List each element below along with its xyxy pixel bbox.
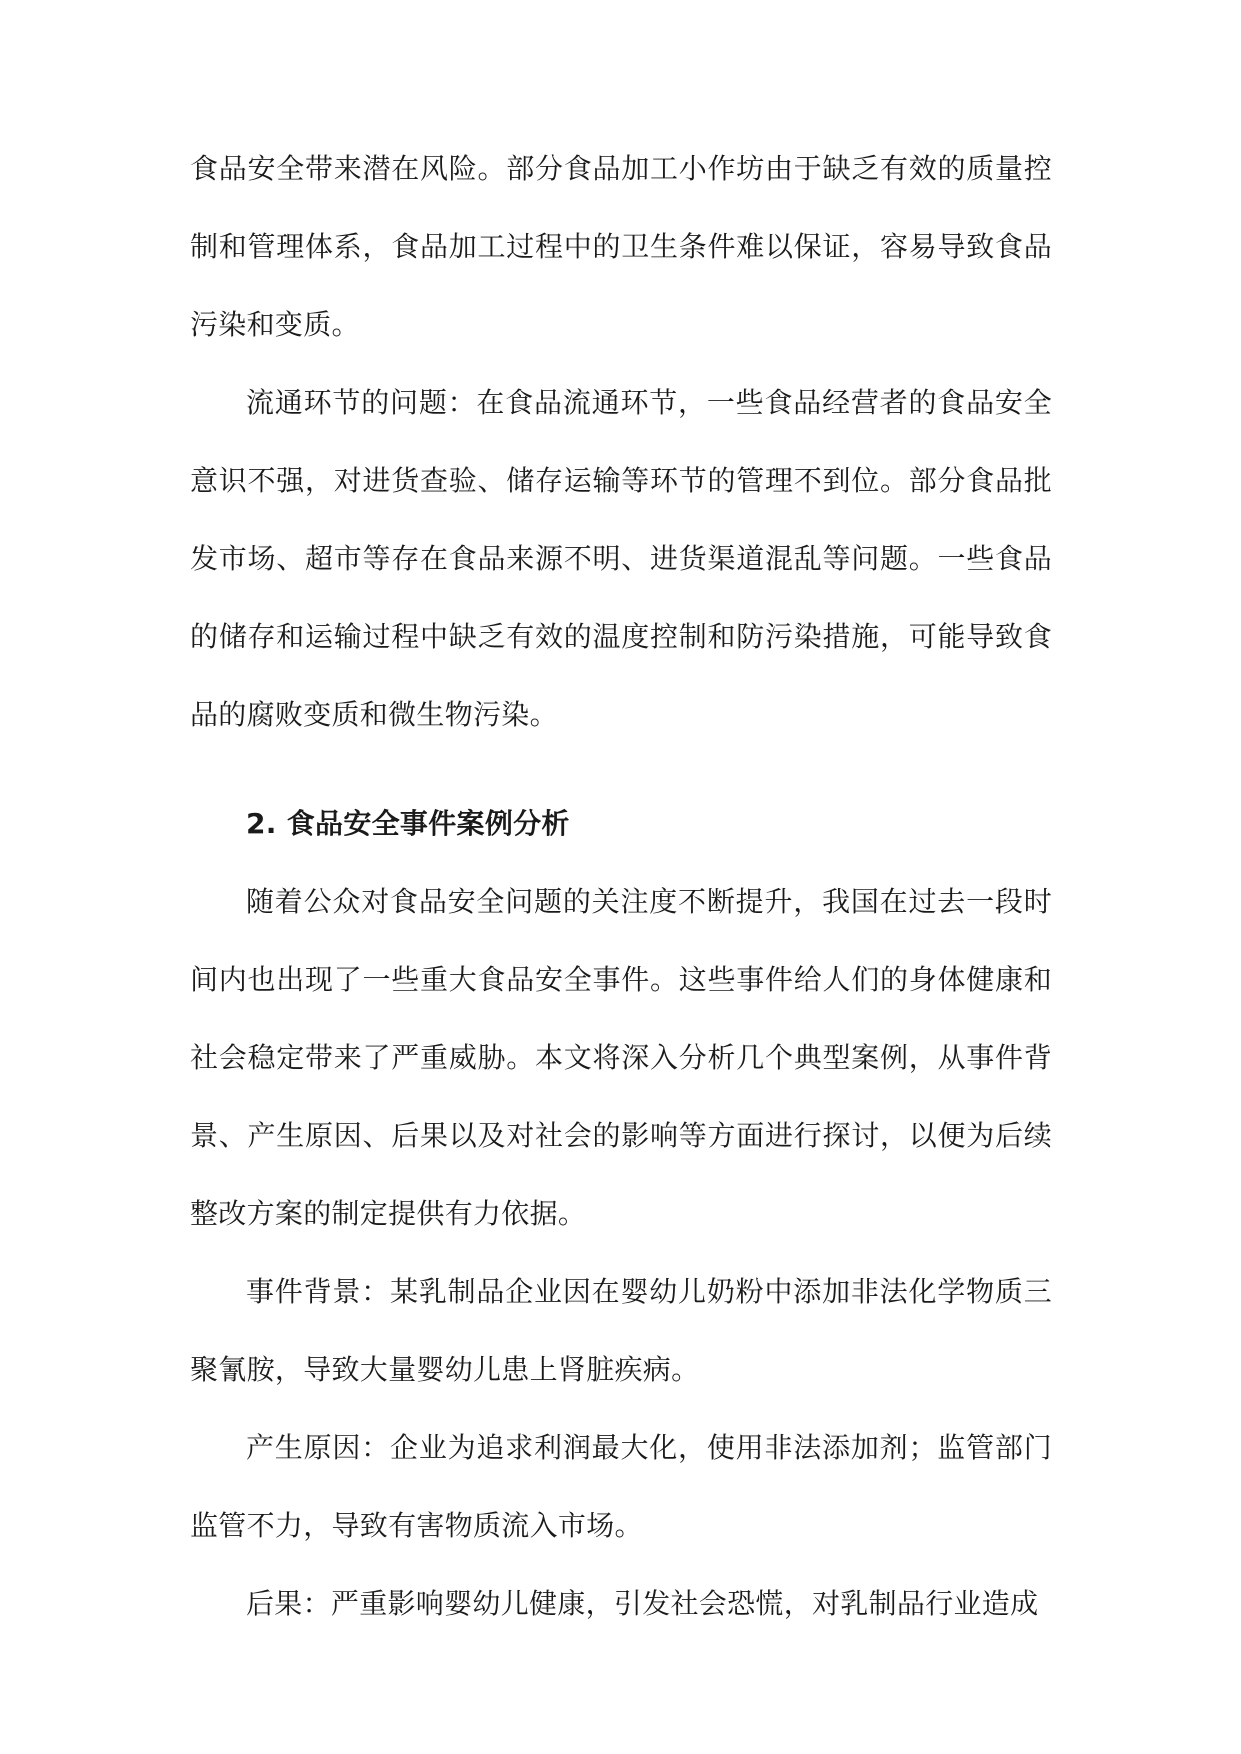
- paragraph-distribution-issues: 流通环节的问题：在食品流通环节，一些食品经营者的食品安全意识不强，对进货查验、储存运输等环节的管理不到位。部分食品批发市场、超市等存在食品来源不明、进货渠道混乱等问题。一些食品的储存和运输过程中缺乏有效的温度控制和防污染措施，可能导致食品的腐败变质和微生物污染。: [190, 386, 1052, 731]
- paragraph-intro: 随着公众对食品安全问题的关注度不断提升，我国在过去一段时间内也出现了一些重大食品安全事件。这些事件给人们的身体健康和社会稳定带来了严重威胁。本文将深入分析几个典型案例，从事件背景、产生原因、后果以及对社会的影响等方面进行探讨，以便为后续整改方案的制定提供有力依据。: [190, 885, 1052, 1230]
- paragraph-consequences: 后果：严重影响婴幼儿健康，引发社会恐慌，对乳制品行业造成: [246, 1587, 1039, 1620]
- paragraph-event-background: 事件背景：某乳制品企业因在婴幼儿奶粉中添加非法化学物质三聚氰胺，导致大量婴幼儿患上肾脏疾病。: [190, 1275, 1052, 1386]
- section-number: 2.: [246, 807, 277, 840]
- paragraph-continuation: 食品安全带来潜在风险。部分食品加工小作坊由于缺乏有效的质量控制和管理体系，食品加工过程中的卫生条件难以保证，容易导致食品污染和变质。: [190, 152, 1052, 341]
- document-body: [190, 130, 1052, 1643]
- section-heading: [190, 785, 1052, 863]
- paragraph-causes: 产生原因：企业为追求利润最大化，使用非法添加剂；监管部门监管不力，导致有害物质流入市场。: [190, 1431, 1052, 1542]
- section-title: 食品安全事件案例分析: [286, 807, 570, 840]
